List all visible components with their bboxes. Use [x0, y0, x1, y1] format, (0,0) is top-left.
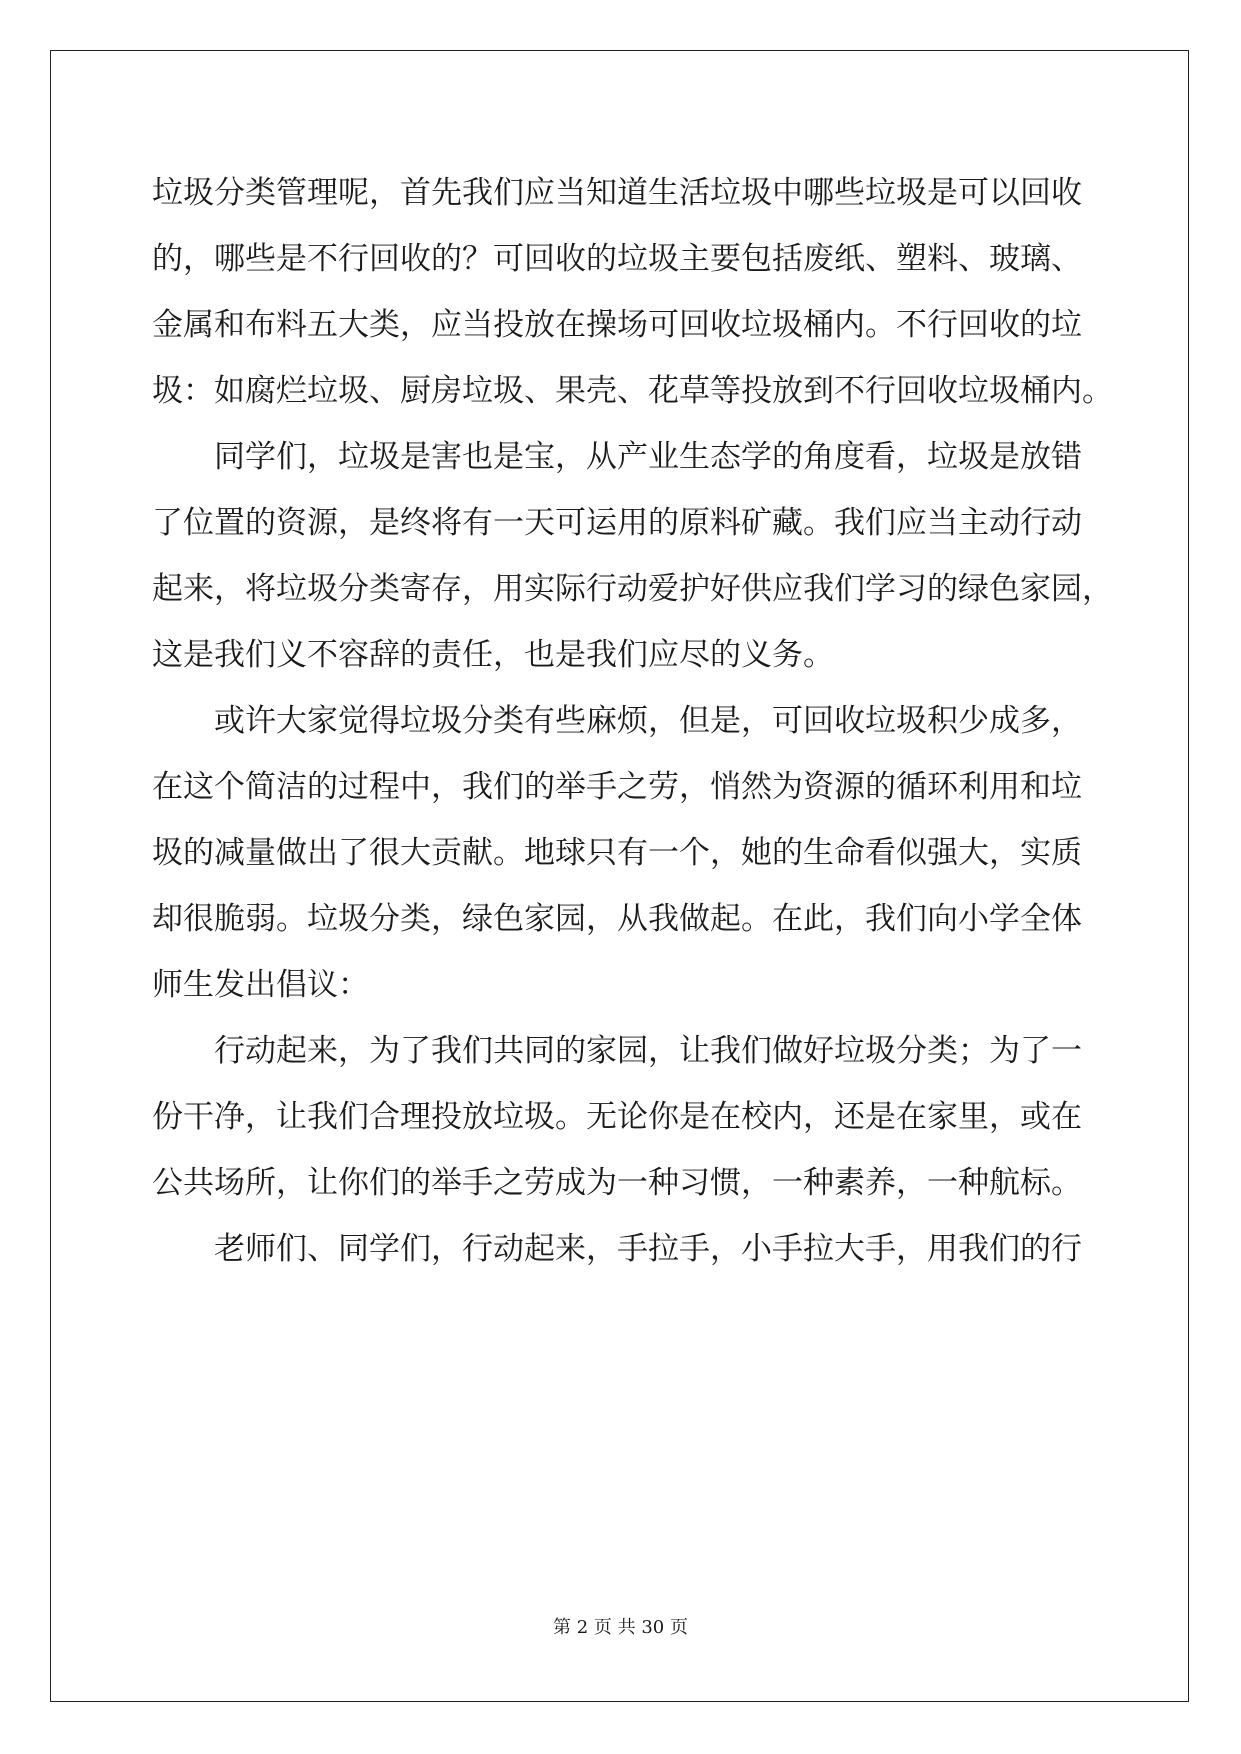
document-body	[152, 160, 1113, 1282]
text-line: 起来，将垃圾分类寄存，用实际行动爱护好供应我们学习的绿色家园，	[152, 571, 1113, 607]
text-line: 或许大家觉得垃圾分类有些麻烦，但是，可回收垃圾积少成多，	[152, 703, 1082, 739]
text-line: 这是我们义不容辞的责任，也是我们应尽的义务。	[152, 637, 834, 673]
text-line: 圾的减量做出了很大贡献。地球只有一个，她的生命看似强大，实质	[152, 835, 1082, 871]
text-line: 圾：如腐烂垃圾、厨房垃圾、果壳、花草等投放到不行回收垃圾桶内。	[152, 373, 1113, 409]
text-line: 公共场所，让你们的举手之劳成为一种习惯，一种素养，一种航标。	[152, 1165, 1082, 1201]
page-footer: 第 2 页 共 30 页	[553, 1617, 688, 1638]
text-line: 却很脆弱。垃圾分类，绿色家园，从我做起。在此，我们向小学全体	[152, 901, 1082, 937]
text-line: 在这个简洁的过程中，我们的举手之劳，悄然为资源的循环利用和垃	[152, 769, 1082, 805]
text-line: 份干净，让我们合理投放垃圾。无论你是在校内，还是在家里，或在	[152, 1099, 1082, 1135]
text-line: 同学们，垃圾是害也是宝，从产业生态学的角度看，垃圾是放错	[152, 439, 1082, 475]
text-line: 垃圾分类管理呢，首先我们应当知道生活垃圾中哪些垃圾是可以回收	[152, 175, 1082, 211]
text-line: 金属和布料五大类，应当投放在操场可回收垃圾桶内。不行回收的垃	[152, 307, 1082, 343]
text-line: 了位置的资源，是终将有一天可运用的原料矿藏。我们应当主动行动	[152, 505, 1082, 541]
text-line: 师生发出倡议：	[152, 967, 369, 1003]
text-line: 行动起来，为了我们共同的家园，让我们做好垃圾分类；为了一	[152, 1033, 1082, 1069]
text-line: 老师们、同学们，行动起来，手拉手，小手拉大手，用我们的行	[152, 1231, 1082, 1267]
text-line: 的，哪些是不行回收的？可回收的垃圾主要包括废纸、塑料、玻璃、	[152, 241, 1082, 277]
